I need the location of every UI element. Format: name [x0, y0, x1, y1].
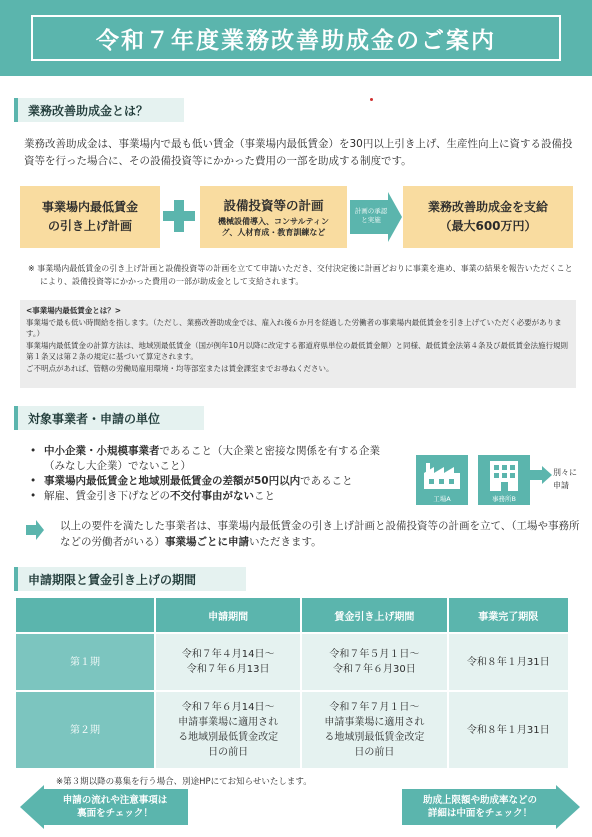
separate-apply-line2: 申請 — [553, 481, 569, 490]
red-dot-mark — [370, 98, 373, 101]
condition-text — [60, 518, 580, 550]
flow-box-investment-plan — [200, 186, 347, 248]
info-box-line2: 事業場内最低賃金の計算方法は、地域別最低賃金（国が例年10月以降に改定する都道府県単位の最低賃金額）と同様、最低賃金法第４条及び最低賃金法施行規則第１条又は第２条の規定に基づいて算定されます。 — [26, 340, 569, 361]
bullet3-post: こと — [254, 490, 275, 502]
section-heading-eligibility: 対象事業者・申請の単位 — [14, 406, 204, 430]
flow-box-investment-sub2: グ、人材育成・教育訓練など — [221, 228, 326, 237]
period1-deadline: 令和８年１月31日 — [448, 633, 570, 691]
info-box-line1: 事業場で最も低い時間給を指します。（ただし、業務改善助成金では、雇入れ後６か月を経過した労働者の事業場内最低賃金を引き上げていただく必要があります。） — [26, 317, 562, 338]
schedule-table — [14, 596, 570, 770]
flow-box-wage-plan — [20, 186, 160, 248]
period1-application: 令和７年４月14日～ 令和７年６月13日 — [155, 633, 301, 691]
condition-pre: 以上の要件を満たした事業者は、事業場内最低賃金の引き上げ計画と設備投資等の計画を立て、（工場や事務所などの労働者がいる） — [60, 520, 580, 548]
period1-wage: 令和７年５月１日～ 令和７年６月30日 — [301, 633, 447, 691]
min-wage-info-box — [20, 300, 576, 388]
bullet1-bold: 中小企業・小規模事業者 — [44, 445, 160, 457]
list-item — [30, 444, 400, 474]
bullet1-rest: であること（大企業と密接な関係を有する企業（みなし大企業）でないこと） — [44, 445, 380, 472]
intro-text: 業務改善助成金は、事業場内で最も低い賃金（事業場内最低賃金）を30円以上引き上げ、生産性向上に資する設備投資等を行った場合に、その設備投資等にかかった費用の一部を助成する制度です。 — [24, 138, 573, 167]
flow-box-subsidy-line1: 業務改善助成金を支給 — [427, 200, 548, 214]
eligibility-list — [30, 444, 400, 504]
separate-apply-note — [553, 466, 585, 492]
arrow-right-icon — [524, 466, 552, 484]
bullet2-rest: であること — [300, 475, 353, 487]
period2-wage: 令和７年７月１日～ 申請事業場に適用され る地域別最低賃金改定 日の前日 — [301, 691, 447, 769]
table-corner — [15, 597, 155, 633]
table-header-row — [15, 597, 569, 633]
middle-page-link[interactable] — [402, 785, 580, 829]
back-page-line2: 裏面をチェック！ — [77, 808, 153, 819]
flow-box-investment-sub1: 機械設備導入、コンサルティン — [218, 217, 329, 226]
middle-page-line1: 助成上限額や助成率などの — [422, 795, 537, 806]
back-page-link[interactable] — [20, 785, 188, 829]
plus-icon — [163, 200, 195, 232]
bullet3-pre: 解雇、賃金引き下げなどの — [44, 490, 170, 502]
factory-label: 工場A — [433, 495, 451, 503]
bullet3-bold: 不交付事由がない — [170, 490, 254, 502]
schedule-note: ※第３期以降の募集を行う場合、別途HPにてお知らせいたします。 — [56, 777, 312, 787]
period2-application: 令和７年６月14日～ 申請事業場に適用され る地域別最低賃金改定 日の前日 — [155, 691, 301, 769]
back-page-line1: 申請の流れや注意事項は — [62, 795, 168, 806]
office-label: 事務所B — [492, 495, 516, 503]
row-label-period2: 第２期 — [15, 691, 155, 769]
condition-post: いただきます。 — [249, 536, 322, 548]
flow-arrow-approval — [350, 192, 402, 242]
bullet2-bold: 事業場内最低賃金と地域別最低賃金の差額が50円以内 — [44, 475, 301, 487]
table-row — [15, 691, 569, 769]
section-heading-schedule: 申請期限と賃金引き上げの期間 — [14, 567, 246, 591]
list-item — [30, 489, 400, 504]
list-item — [30, 474, 400, 489]
flow-arrow-line2: と実施 — [361, 216, 381, 224]
flow-box-subsidy — [403, 186, 573, 248]
page-title: 令和７年度業務改善助成金のご案内 — [31, 15, 561, 61]
flow-note: ※ 事業場内最低賃金の引き上げ計画と設備投資等の計画を立てて申請いただき、交付決定後に計画どおりに事業を進め、事業の結果を報告いただくことにより、設備投資等にかかった費用の一部が助成金として支給されます。 — [28, 264, 573, 286]
office-icon — [478, 455, 530, 505]
flow-box-wage-plan-line2: の引き上げ計画 — [47, 219, 132, 233]
table-row — [15, 633, 569, 691]
col-application-period: 申請期間 — [155, 597, 301, 633]
period2-deadline: 令和８年１月31日 — [448, 691, 570, 769]
middle-page-line2: 詳細は中面をチェック！ — [427, 808, 533, 819]
separate-apply-line1: 別々に — [553, 468, 577, 477]
info-box-line3: ご不明点があれば、管轄の労働局雇用環境・均等部室または賃金課室までお尋ねください。 — [26, 363, 334, 373]
info-box-heading: <事業場内最低賃金とは？> — [26, 306, 122, 315]
col-wage-period: 賃金引き上げ期間 — [301, 597, 447, 633]
condition-bold: 事業場ごとに申請 — [165, 536, 249, 548]
flow-box-investment-title: 設備投資等の計画 — [223, 198, 324, 213]
row-label-period1: 第１期 — [15, 633, 155, 691]
flow-box-wage-plan-line1: 事業場内最低賃金 — [41, 200, 138, 214]
flow-box-subsidy-line2: （最大600万円） — [439, 219, 537, 233]
factory-icon — [416, 455, 468, 505]
section-heading-about: 業務改善助成金とは？ — [14, 98, 184, 122]
arrow-right-icon — [26, 520, 44, 540]
flow-arrow-line1: 計画の承認 — [354, 207, 388, 215]
title-banner — [0, 0, 592, 76]
col-completion-deadline: 事業完了期限 — [448, 597, 570, 633]
